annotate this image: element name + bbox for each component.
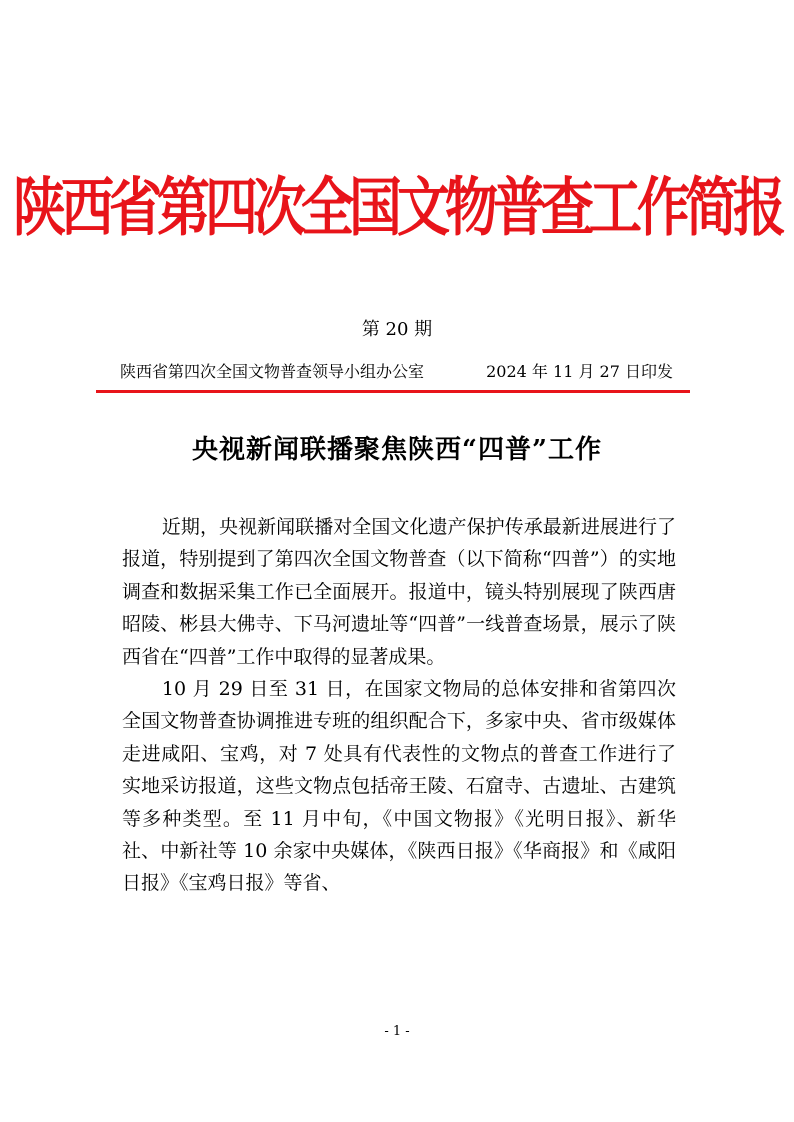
issue-date: 2024 年 11 月 27 日印发 [486, 362, 673, 381]
masthead-title: 陕西省第四次全国文物普查工作简报 [13, 170, 781, 246]
article-title: 央视新闻联播聚焦陕西“四普”工作 [192, 435, 602, 465]
article-body [122, 511, 676, 900]
issue-number: 第 20 期 [361, 319, 433, 340]
issuer-line [120, 360, 673, 384]
header-divider [96, 390, 690, 393]
page-number: - 1 - [384, 1024, 410, 1039]
paragraph: 10 月 29 日至 31 日，在国家文物局的总体安排和省第四次全国文物普查协调推进专班的组织配合下，多家中央、省市级媒体走进咸阳、宝鸡，对 7 处具有代表性的文物点的普查工作进行了实地采访报道，这些文物点包括帝王陵、石窟寺、古遗址、古建筑等多种类型。至 11 月中旬，《中国文物报》《光明日报》、新华社、中新社等 10 余家中央媒体，《陕西日报》《华商报》和《咸阳日报》《宝鸡日报》等省、 [122, 678, 676, 895]
paragraph: 近期，央视新闻联播对全国文化遗产保护传承最新进展进行了报道，特别提到了第四次全国文物普查（以下简称“四普”）的实地调查和数据采集工作已全面展开。报道中，镜头特别展现了陕西唐昭陵、彬县大佛寺、下马河遗址等“四普”一线普查场景，展示了陕西省在“四普”工作中取得的显著成果。 [122, 516, 676, 668]
issuer-name: 陕西省第四次全国文物普查领导小组办公室 [120, 362, 425, 381]
